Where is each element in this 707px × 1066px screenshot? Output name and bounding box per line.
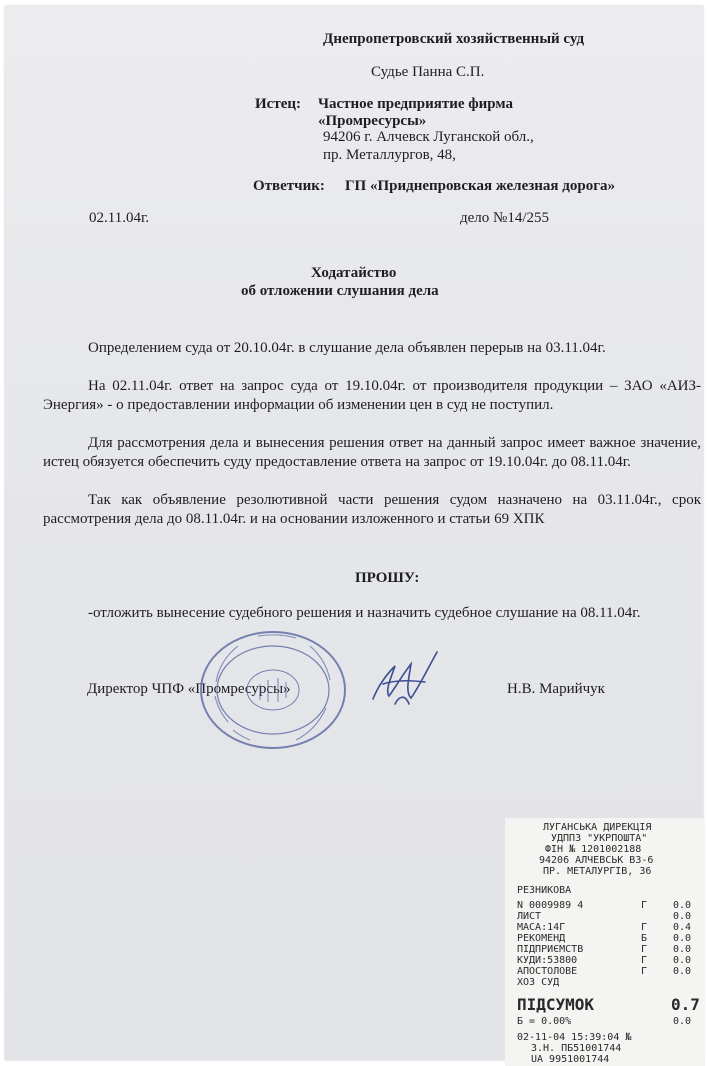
body-paragraph-1-text: Определением суда от 20.10.04г. в слушание дела объявлен перерыв на 03.11.04г.: [88, 340, 606, 356]
signer-name: Н.В. Марийчук: [507, 681, 605, 697]
receipt-vat: Б = 0.00%: [517, 1016, 572, 1027]
receipt-row-label: ЛИСТ: [517, 911, 542, 922]
receipt-row-value: 0.0: [673, 966, 692, 977]
receipt-row-value: 0.0: [673, 900, 692, 911]
receipt-row-label: АПОСТОЛОВЕ: [517, 966, 578, 977]
receipt-row-label: РЕКОМЕНД: [517, 933, 566, 944]
receipt-header-line: ЛУГАНСЬКА ДИРЕКЦІЯ: [543, 822, 652, 833]
receipt-header-line: 94206 АЛЧЕВСЬК ВЗ-6: [539, 855, 654, 866]
receipt-row-value: 0.4: [673, 922, 692, 933]
case-number: дело №14/255: [460, 210, 550, 226]
receipt-header-line: ПР. МЕТАЛУРГІВ, 36: [543, 866, 652, 877]
receipt-row-label: ПІДПРИЄМСТВ: [517, 944, 584, 955]
handwritten-signature-icon: [365, 644, 445, 719]
receipt-datetime: 02-11-04 15:39:04 №: [517, 1032, 632, 1043]
signer-position: Директор ЧПФ «Промресурсы»: [87, 681, 291, 697]
document-title: Ходатайство: [311, 265, 397, 281]
receipt-row-mark: Г: [641, 955, 648, 966]
document-subtitle: об отложении слушания дела: [241, 283, 439, 299]
body-paragraph-2: [43, 377, 701, 415]
body-paragraph-3-text: Для рассмотрения дела и вынесения решения ответ на данный запрос имеет важное значение, истец обязуется обеспечить суду предоставление ответа на запрос от 19.10.04г. до 08.11.04г.: [43, 435, 701, 470]
document-page: [5, 6, 703, 1065]
round-stamp-icon: [198, 630, 348, 750]
judge-name: Судье Панна С.П.: [371, 64, 485, 80]
receipt-row-mark: Б: [641, 933, 648, 944]
receipt-row-label: N 0009989 4: [517, 900, 584, 911]
receipt-clerk: РЕЗНИКОВА: [517, 885, 572, 896]
receipt-total-label: ПІДСУМОК: [517, 995, 595, 1014]
plaintiff-name-line1: Частное предприятие фирма: [318, 96, 514, 112]
defendant-label: Ответчик:: [253, 178, 325, 194]
body-paragraph-3: [43, 434, 701, 472]
receipt-row-label: ХОЗ СУД: [517, 977, 560, 988]
receipt-header-line: ФІН № 1201002188: [545, 844, 642, 855]
receipt-row-mark: Г: [641, 944, 648, 955]
plaintiff-name-line2: «Промресурсы»: [318, 113, 427, 129]
receipt-row-mark: Г: [641, 900, 648, 911]
document-date: 02.11.04г.: [89, 210, 150, 226]
receipt-total-value: 0.7: [671, 995, 700, 1014]
defendant-name: ГП «Приднепровская железная дорога»: [345, 178, 616, 194]
request-text: -отложить вынесение судебного решения и назначить судебное слушание на 08.11.04г.: [88, 605, 641, 621]
request-heading: ПРОШУ:: [355, 570, 420, 586]
body-paragraph-1: [43, 339, 701, 358]
receipt-header-line: УДППЗ "УКРПОШТА": [551, 833, 648, 844]
body-paragraph-4: [43, 491, 701, 529]
receipt-row-mark: Г: [641, 922, 648, 933]
request-paragraph: [43, 604, 701, 623]
court-name: Днепропетровский хозяйственный суд: [323, 31, 585, 47]
receipt-row-label: КУДИ:53800: [517, 955, 578, 966]
body-paragraph-2-text: На 02.11.04г. ответ на запрос суда от 19.10.04г. от производителя продукции – ЗАО «АИЗ-Энергия» - о предоставлении информации об изменении цен в суд не поступил.: [43, 378, 701, 413]
receipt-vat-value: 0.0: [673, 1016, 692, 1027]
receipt-row-value: 0.0: [673, 933, 692, 944]
receipt-row-mark: Г: [641, 966, 648, 977]
plaintiff-address-line1: 94206 г. Алчевск Луганской обл.,: [323, 129, 534, 145]
plaintiff-label: Истец:: [255, 96, 301, 112]
receipt-fiscal-number: З.Н. ПБ51001744: [531, 1043, 622, 1054]
plaintiff-address-line2: пр. Металлургов, 48,: [323, 147, 456, 163]
receipt-row-label: МАСА:14Г: [517, 922, 566, 933]
receipt-row-value: 0.0: [673, 911, 692, 922]
receipt-row-value: 0.0: [673, 955, 692, 966]
body-paragraph-4-text: Так как объявление резолютивной части решения судом назначено на 03.11.04г., срок рассмотрения дела до 08.11.04г. и на основании изложенного и статьи 69 ХПК: [43, 492, 701, 527]
postal-receipt: [505, 818, 705, 1066]
receipt-row-value: 0.0: [673, 944, 692, 955]
receipt-ua-number: UA 9951001744: [531, 1054, 610, 1065]
